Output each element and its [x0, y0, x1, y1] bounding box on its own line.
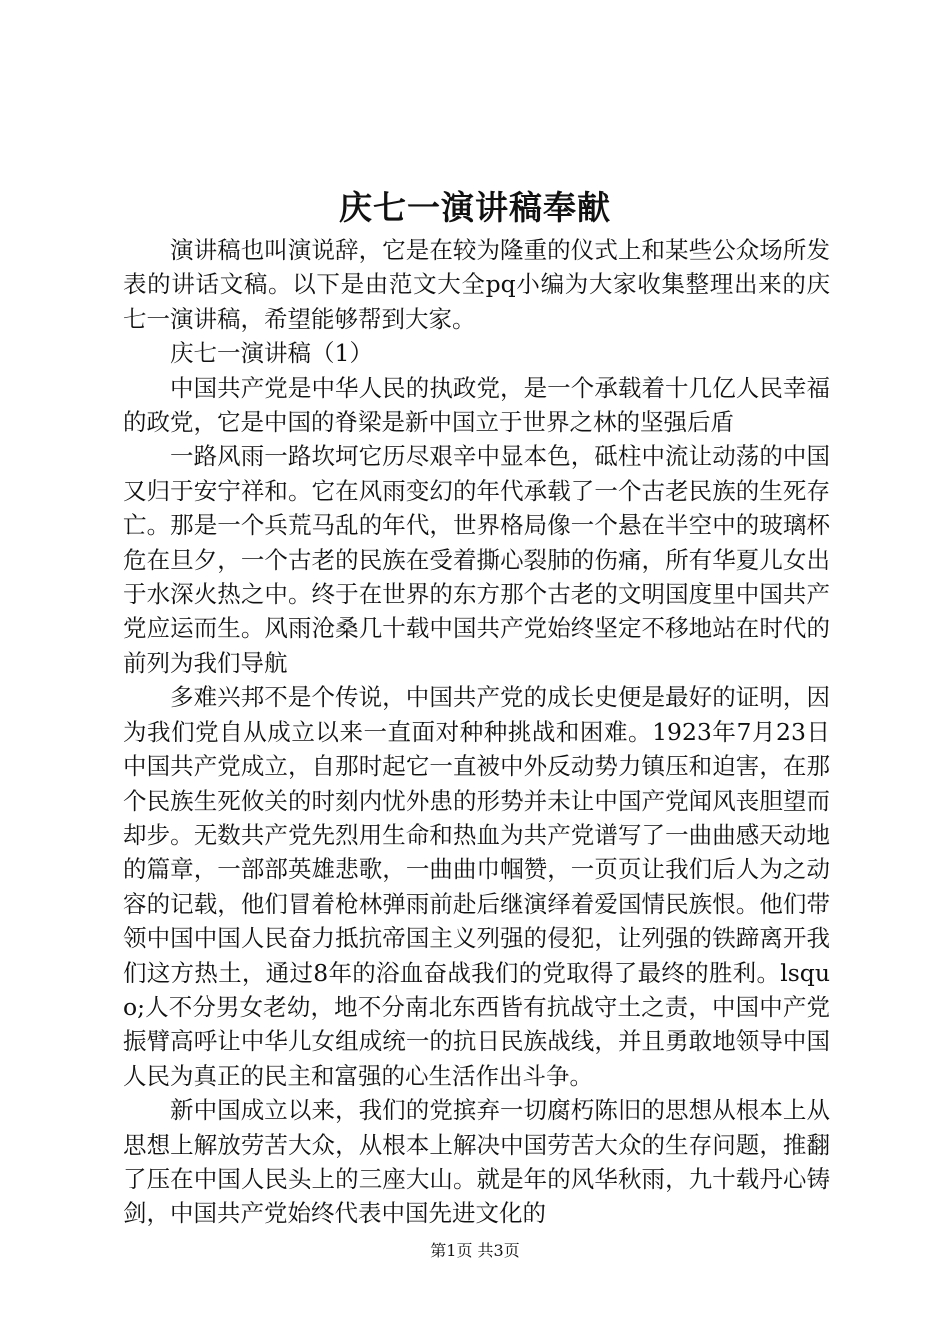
paragraph-party-intro: 中国共产党是中华人民的执政党，是一个承载着十几亿人民幸福的政党，它是中国的脊梁是新中国立于世界之林的坚强后盾 [123, 373, 830, 437]
paragraph-new-china: 新中国成立以来，我们的党摈弃一切腐朽陈旧的思想从根本上从思想上解放劳苦大众，从根本上解决中国劳苦大众的生存问题，推翻了压在中国人民头上的三座大山。就是年的风华秋雨，九十载丹心铸剑，中国共产党始终代表中国先进文化的 [123, 1096, 830, 1228]
paragraph-struggle: 多难兴邦不是个传说，中国共产党的成长史便是最好的证明，因为我们党自从成立以来一直面对种种挑战和困难。1923年7月23日中国共产党成立，自那时起它一直被中外反动势力镇压和迫害，在那个民族生死攸关的时刻内忧外患的形势并未让中国产党闻风丧胆望而却步。无数共产党先烈用生命和热血为共产党谱写了一曲曲感天动地的篇章，一部部英雄悲歌，一曲曲巾帼赞，一页页让我们后人为之动容的记载，他们冒着枪林弹雨前赴后继演绎着爱国情民族恨。他们带领中国中国人民奋力抵抗帝国主义列强的侵犯，让列强的铁蹄离开我们这方热土，通过8年的浴血奋战我们的党取得了最终的胜利。lsquo;人不分男女老幼，地不分南北东西皆有抗战守土之责，中国中产党振臂高呼让中华儿女组成统一的抗日民族战线，并且勇敢地领导中国人民为真正的民主和富强的心生活作出斗争。 [123, 683, 830, 1090]
document-title: 庆七一演讲稿奉献 [339, 188, 611, 227]
paragraph-history: 一路风雨一路坎坷它历尽艰辛中显本色，砥柱中流让动荡的中国又归于安宁祥和。它在风雨变幻的年代承载了一个古老民族的生死存亡。那是一个兵荒马乱的年代，世界格局像一个悬在半空中的玻璃杯危在旦夕，一个古老的民族在受着撕心裂肺的伤痛，所有华夏儿女出于水深火热之中。终于在世界的东方那个古老的文明国度里中国共产党应运而生。风雨沧桑几十载中国共产党始终坚定不移地站在时代的前列为我们导航 [123, 442, 830, 677]
document-body [123, 233, 830, 1231]
paragraph-section-heading: 庆七一演讲稿（1） [170, 339, 373, 368]
page-footer: 第1页 共3页 [430, 1241, 520, 1260]
paragraph-intro: 演讲稿也叫演说辞，它是在较为隆重的仪式上和某些公众场所发表的讲话文稿。以下是由范文大全pq小编为大家收集整理出来的庆七一演讲稿，希望能够帮到大家。 [123, 236, 830, 333]
